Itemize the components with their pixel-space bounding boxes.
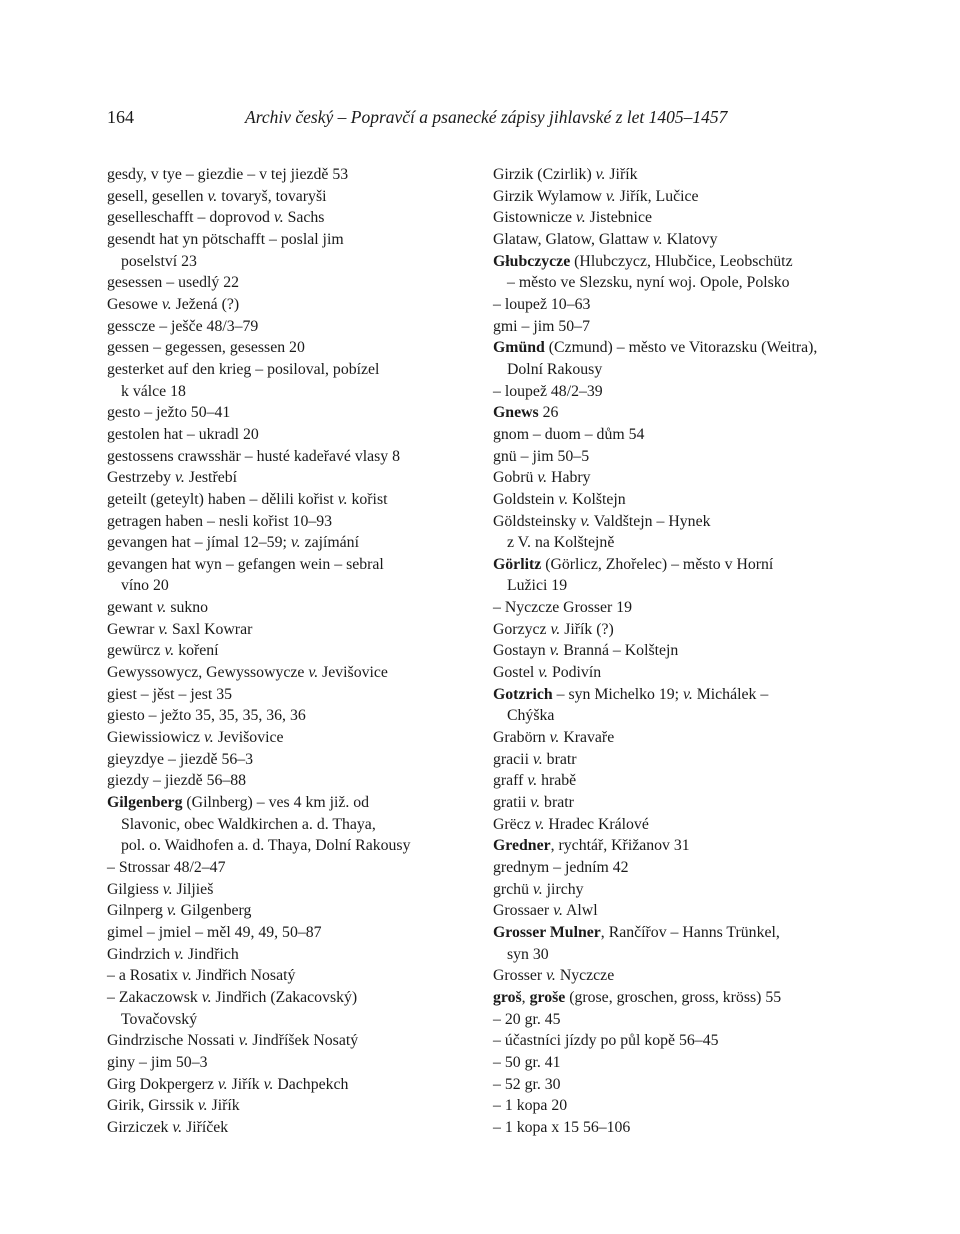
entry-text: Saxl Kowrar (168, 620, 253, 638)
index-entry (493, 1030, 838, 1052)
index-entry (107, 705, 457, 727)
entry-text: graff (493, 772, 528, 790)
index-entry (493, 1052, 838, 1074)
entry-text: jirchy (542, 880, 584, 898)
entry-text: Michálek – (692, 685, 769, 703)
entry-text: Gindrzich (107, 945, 175, 963)
index-entry (107, 446, 457, 468)
entry-text: Slavonic, obec Waldkirchen a. d. Thaya, (121, 815, 376, 833)
index-entry (493, 207, 838, 229)
entry-text: Jevišovice (318, 664, 388, 682)
index-entry (493, 1009, 838, 1031)
index-entry (493, 467, 838, 489)
index-entry (493, 381, 838, 403)
index-entry (493, 294, 838, 316)
entry-text: gestossens crawsshär – husté kadeřavé vlasy 8 (107, 447, 401, 465)
entry-text: gesessen – usedlý 22 (107, 274, 240, 292)
index-entry (107, 857, 457, 879)
entry-text: Girzik (Czirlik) (493, 166, 596, 183)
index-entry (107, 727, 457, 749)
entry-text: Gilgenberg (176, 902, 252, 920)
entry-text: Ježená (?) (171, 295, 240, 313)
entry-text: (grose, groschen, gross, kröss) 55 (565, 988, 782, 1006)
cross-reference-marker: v. (337, 490, 348, 508)
index-entry (493, 965, 838, 987)
entry-text: Gorzycz (493, 620, 551, 638)
cross-reference-marker: v. (197, 1097, 208, 1115)
cross-reference-marker: v. (652, 230, 663, 248)
index-entry (107, 900, 457, 922)
index-entry (493, 489, 838, 511)
entry-text: Grëcz (493, 815, 535, 833)
entry-text: – loupež 48/2–39 (493, 382, 603, 400)
entry-text: – 1 kopa 20 (493, 1097, 568, 1115)
entry-text: (Gilnberg) – ves 4 km již. od (182, 794, 370, 812)
entry-text: Jiřík (605, 166, 638, 183)
cross-reference-marker: v. (550, 620, 561, 638)
entry-text: giest – jěst – jest 35 (107, 685, 233, 703)
entry-headword: groš (493, 988, 522, 1006)
index-entry (493, 251, 838, 294)
entry-text: Jistebnice (585, 209, 652, 227)
index-entry (107, 965, 457, 987)
cross-reference-marker: v. (532, 750, 543, 768)
entry-text: getragen haben – nesli kořist 10–93 (107, 512, 333, 530)
index-entry (107, 619, 457, 641)
cross-reference-marker: v. (575, 209, 586, 227)
index-entry (107, 337, 457, 359)
entry-text: Alwl (562, 902, 598, 920)
entry-text: Lužici 19 (507, 577, 568, 595)
entry-text: gevangen hat wyn – gefangen wein – sebral (107, 555, 384, 573)
index-entry (493, 229, 838, 251)
entry-text: Grossaer (493, 902, 554, 920)
cross-reference-marker: v. (201, 988, 212, 1006)
cross-reference-marker: v. (532, 880, 543, 898)
index-entry (493, 186, 838, 208)
entry-text: Branná – Kolštejn (559, 642, 679, 660)
index-entry (493, 770, 838, 792)
entry-text: grchü (493, 880, 533, 898)
entry-text: Jestřebí (184, 469, 238, 487)
index-entry (107, 597, 457, 619)
entry-text: Jindříšek Nosatý (248, 1032, 359, 1050)
index-entry (107, 1117, 457, 1139)
entry-text: – Nyczcze Grosser 19 (493, 599, 633, 617)
index-entry (107, 749, 457, 771)
entry-text: sukno (166, 599, 209, 617)
entry-text: – 20 gr. 45 (493, 1010, 561, 1028)
entry-text: Jiřík (?) (560, 620, 614, 638)
index-entry (107, 359, 457, 402)
index-entry (493, 922, 838, 965)
entry-headword: Gmünd (493, 339, 545, 357)
index-entry (493, 511, 838, 554)
entry-text: Jindřich (183, 945, 239, 963)
index-entry (493, 835, 838, 857)
entry-text: , (521, 988, 530, 1006)
entry-text: Hradec Králové (544, 815, 649, 833)
cross-reference-marker: v. (546, 967, 556, 985)
index-column-right (493, 164, 838, 1139)
entry-text: Jindřich (Zakacovský) (211, 988, 358, 1006)
index-entry (493, 402, 838, 424)
entry-headword: Głubczycze (493, 252, 571, 270)
entry-text: geteilt (geteylt) haben – dělili kořist (107, 490, 338, 508)
index-entry (493, 619, 838, 641)
entry-text: Jiřík, Lučice (615, 187, 699, 205)
cross-reference-marker: v. (156, 599, 167, 617)
entry-text: gnü – jim 50–5 (493, 447, 590, 465)
entry-text: Göldsteinsky (493, 512, 581, 530)
entry-text: tovaryš, tovaryši (217, 187, 327, 205)
cross-reference-marker: v. (263, 1075, 274, 1093)
entry-text: Gilgiess (107, 880, 163, 898)
index-entry (107, 944, 457, 966)
cross-reference-marker: v. (162, 880, 173, 898)
entry-headword: Gotzrich (493, 685, 553, 703)
entry-text: z V. na Kolštejně (507, 534, 615, 552)
entry-text: kořist (347, 490, 388, 508)
index-entry (107, 792, 457, 857)
entry-text: gimel – jmiel – měl 49, 49, 50–87 (107, 923, 322, 941)
entry-text: gestolen hat – ukradl 20 (107, 425, 259, 443)
cross-reference-marker: v. (537, 469, 548, 487)
entry-headword: groše (529, 988, 566, 1006)
entry-text: – syn Michelko 19; (552, 685, 683, 703)
index-entry (493, 900, 838, 922)
cross-reference-marker: v. (273, 209, 284, 227)
entry-text: Valdštejn – Hynek (590, 512, 711, 530)
cross-reference-marker: v. (207, 187, 218, 205)
entry-text: gnom – duom – dům 54 (493, 425, 645, 443)
index-entry (493, 316, 838, 338)
entry-text: Kravaře (559, 729, 615, 747)
cross-reference-marker: v. (595, 166, 606, 183)
entry-text: gesscze – ješče 48/3–79 (107, 317, 259, 335)
entry-text: Gistownicze (493, 209, 576, 227)
cross-reference-marker: v. (174, 945, 184, 963)
entry-text: giny – jim 50–3 (107, 1053, 208, 1071)
entry-text: gessen – gegessen, gesessen 20 (107, 339, 305, 357)
cross-reference-marker: v. (161, 295, 172, 313)
index-entry (107, 424, 457, 446)
entry-text: gesell, gesellen (107, 187, 208, 205)
index-entry (493, 727, 838, 749)
index-entry (493, 424, 838, 446)
entry-headword: Gnews (493, 404, 539, 422)
entry-text: Gobrü (493, 469, 538, 487)
entry-text: Tovačovský (121, 1010, 198, 1028)
index-entry (107, 467, 457, 489)
entry-text: – a Rosatix (107, 967, 183, 985)
cross-reference-marker: v. (175, 469, 185, 487)
index-entry (107, 402, 457, 424)
entry-text: Gestrzeby (107, 469, 175, 487)
entry-headword: Gilgenberg (107, 794, 183, 812)
entry-text: syn 30 (507, 945, 549, 963)
entry-text: , rychtář, Křižanov 31 (550, 837, 690, 855)
entry-text: Gindrzische Nossati (107, 1032, 239, 1050)
index-entry (493, 987, 838, 1009)
entry-text: Gilnperg (107, 902, 167, 920)
index-entry (107, 532, 457, 554)
entry-text: Habry (547, 469, 591, 487)
page-number: 164 (107, 107, 134, 127)
entry-text: (Görlicz, Zhořelec) – město v Horní (541, 555, 774, 573)
index-entry (493, 446, 838, 468)
index-entry (107, 229, 457, 272)
entry-text: – 50 gr. 41 (493, 1053, 561, 1071)
cross-reference-marker: v. (553, 902, 563, 920)
index-entry (107, 922, 457, 944)
entry-text: gmi – jim 50–7 (493, 317, 590, 335)
entry-text: giezdy – jiezdě 56–88 (107, 772, 247, 790)
cross-reference-marker: v. (290, 534, 301, 552)
entry-text: Dachpekch (273, 1075, 349, 1093)
cross-reference-marker: v. (203, 729, 214, 747)
entry-text: 26 (538, 404, 559, 422)
entry-text: (Czmund) – město ve Vitorazsku (Weitra), (544, 339, 818, 357)
index-entry (107, 662, 457, 684)
entry-text: Jiřík (207, 1097, 240, 1115)
entry-text: Giewissiowicz (107, 729, 204, 747)
entry-text: poselství 23 (121, 252, 197, 270)
cross-reference-marker: v. (530, 794, 541, 812)
cross-reference-marker: v. (308, 664, 319, 682)
entry-text: giesto – ježto 35, 35, 35, 36, 36 (107, 707, 306, 725)
entry-text: Goldstein (493, 490, 559, 508)
index-entry (493, 554, 838, 597)
cross-reference-marker: v. (580, 512, 591, 530)
entry-text: – Zakaczowsk (107, 988, 202, 1006)
entry-text: Gewrar (107, 620, 159, 638)
entry-text: gesterket auf den krieg – posiloval, pobízel (107, 360, 380, 378)
index-entry (107, 1095, 457, 1117)
entry-headword: Gredner (493, 837, 551, 855)
entry-text: – Strossar 48/2–47 (107, 859, 226, 876)
index-entry (107, 987, 457, 1030)
entry-text: Sachs (283, 209, 325, 227)
entry-text: Gostayn (493, 642, 550, 660)
entry-text: víno 20 (121, 577, 169, 595)
cross-reference-marker: v. (166, 902, 177, 920)
index-entry (107, 511, 457, 533)
entry-text: hrabě (537, 772, 577, 790)
entry-text: – 1 kopa x 15 56–106 (493, 1118, 631, 1136)
cross-reference-marker: v. (527, 772, 538, 790)
entry-headword: Görlitz (493, 555, 542, 573)
index-entry (107, 1074, 457, 1096)
entry-text: Girzik Wylamow (493, 187, 606, 205)
entry-text: gieyzdye – jiezdě 56–3 (107, 750, 254, 768)
entry-text: Nyczcze (555, 967, 615, 985)
entry-text: Kolštejn (568, 490, 626, 508)
entry-text: bratr (542, 750, 577, 768)
entry-text: pol. o. Waidhofen a. d. Thaya, Dolní Rakousy (121, 837, 411, 855)
entry-text: Gewyssowycz, Gewyssowycze (107, 664, 309, 682)
index-entry (493, 814, 838, 836)
index-entry (493, 1095, 838, 1117)
cross-reference-marker: v. (605, 187, 616, 205)
index-entry (107, 684, 457, 706)
entry-text: gewant (107, 599, 157, 617)
cross-reference-marker: v. (164, 642, 175, 660)
entry-text: Jiřík (227, 1075, 264, 1093)
entry-text: Jevišovice (213, 729, 284, 747)
entry-text: Jiříček (182, 1118, 229, 1136)
running-title: Archiv český – Popravčí a psanecké zápisy jihlavské z let 1405–1457 (245, 107, 728, 127)
index-entry (493, 684, 838, 727)
entry-text: – loupež 10–63 (493, 295, 591, 313)
index-entry (107, 316, 457, 338)
entry-text: bratr (540, 794, 574, 812)
entry-text: Grosser (493, 967, 547, 985)
cross-reference-marker: v. (682, 685, 693, 703)
index-entry (107, 207, 457, 229)
index-entry (493, 640, 838, 662)
index-entry (107, 272, 457, 294)
entry-text: Girziczek (107, 1118, 173, 1136)
entry-text: Jindřich Nosatý (191, 967, 296, 985)
cross-reference-marker: v. (549, 642, 560, 660)
entry-text: Jiljieš (172, 880, 214, 898)
index-entry (107, 164, 457, 186)
cross-reference-marker: v. (217, 1075, 228, 1093)
index-entry (493, 597, 838, 619)
index-entry (493, 857, 838, 879)
entry-text: gracii (493, 750, 533, 768)
index-entry (493, 792, 838, 814)
cross-reference-marker: v. (549, 729, 560, 747)
entry-text: gesendt hat yn pötschafft – poslal jim (107, 230, 344, 248)
index-entry (493, 164, 838, 186)
entry-text: gesdy, v tye – giezdie – v tej jiezdě 53 (107, 166, 349, 183)
entry-text: Dolní Rakousy (507, 360, 603, 378)
entry-text: – účastníci jízdy po půl kopě 56–45 (493, 1032, 719, 1050)
entry-headword: Grosser Mulner (493, 923, 601, 941)
entry-text: Grabörn (493, 729, 550, 747)
cross-reference-marker: v. (538, 664, 548, 682)
index-entry (107, 879, 457, 901)
entry-text: gevangen hat – jímal 12–59; (107, 534, 291, 552)
cross-reference-marker: v. (182, 967, 192, 985)
cross-reference-marker: v. (238, 1032, 249, 1050)
index-entry (493, 879, 838, 901)
cross-reference-marker: v. (172, 1118, 183, 1136)
index-entry (107, 186, 457, 208)
entry-text: koření (174, 642, 219, 660)
entry-text: Girg Dokpergerz (107, 1075, 218, 1093)
entry-text: grednym – jedním 42 (493, 859, 629, 876)
entry-text: , Rančířov – Hanns Trünkel, (600, 923, 780, 941)
index-entry (107, 1052, 457, 1074)
index-entry (107, 294, 457, 316)
index-entry (107, 554, 457, 597)
index-entry (493, 662, 838, 684)
entry-text: Glataw, Glatow, Glattaw (493, 230, 653, 248)
index-entry (493, 337, 838, 380)
entry-text: zajímání (300, 534, 359, 552)
entry-text: Podivín (548, 664, 602, 682)
entry-text: Gesowe (107, 295, 162, 313)
entry-text: k válce 18 (121, 382, 186, 400)
cross-reference-marker: v. (158, 620, 169, 638)
index-entry (493, 1074, 838, 1096)
index-entry (107, 640, 457, 662)
index-entry (493, 749, 838, 771)
entry-text: Klatovy (662, 230, 718, 248)
entry-text: Chýška (507, 707, 555, 725)
index-entry (107, 770, 457, 792)
index-column-left (107, 164, 457, 1139)
entry-text: geselleschafft – doprovod (107, 209, 274, 227)
cross-reference-marker: v. (534, 815, 545, 833)
entry-text: – 52 gr. 30 (493, 1075, 561, 1093)
index-entry (493, 1117, 838, 1139)
entry-text: gratii (493, 794, 531, 812)
cross-reference-marker: v. (558, 490, 569, 508)
entry-text: gewürcz (107, 642, 165, 660)
index-entry (107, 1030, 457, 1052)
index-entry (107, 489, 457, 511)
entry-text: – město ve Slezsku, nyní woj. Opole, Polsko (507, 274, 790, 292)
entry-text: (Hlubczycz, Hlubčice, Leobschütz (570, 252, 793, 270)
entry-text: Girik, Girssik (107, 1097, 198, 1115)
entry-text: gesto – ježto 50–41 (107, 404, 231, 422)
entry-text: Gostel (493, 664, 539, 682)
